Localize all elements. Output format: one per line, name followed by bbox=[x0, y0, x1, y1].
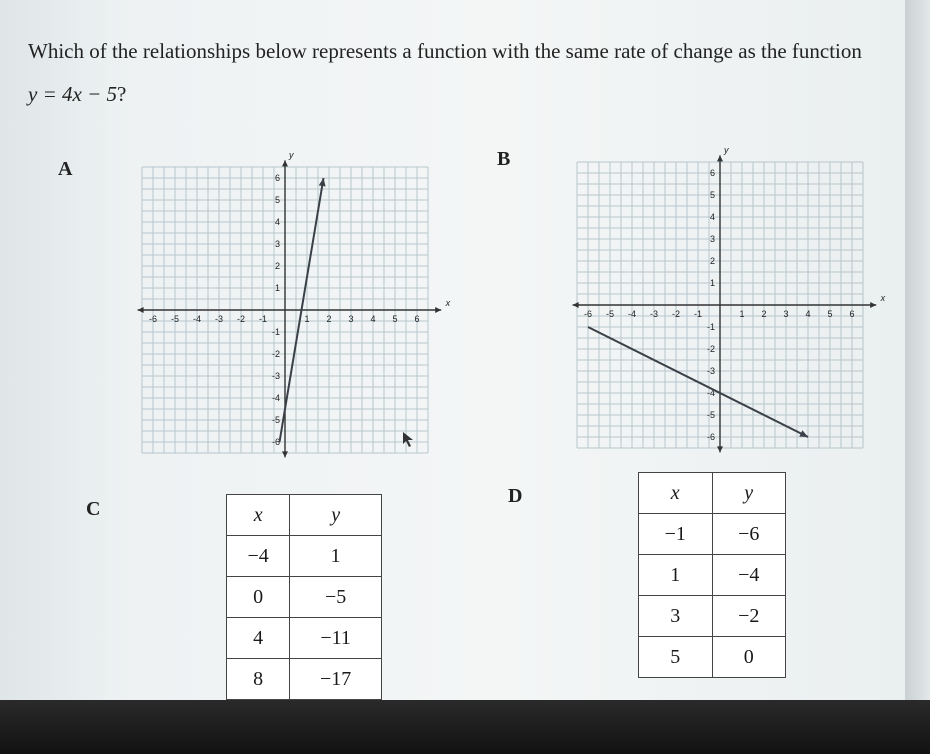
table-row bbox=[639, 637, 786, 678]
table-cell: −1 bbox=[639, 514, 713, 555]
x-tick-label: -4 bbox=[192, 314, 202, 324]
table-cell: 1 bbox=[290, 536, 382, 577]
x-axis-arrow-left bbox=[138, 307, 144, 313]
table-row bbox=[639, 555, 786, 596]
option-c-table[interactable] bbox=[226, 494, 382, 700]
option-b-graph[interactable] bbox=[575, 140, 886, 442]
y-tick-label: 2 bbox=[274, 261, 280, 271]
y-tick-label: -3 bbox=[271, 371, 280, 381]
table-cell: 0 bbox=[227, 577, 290, 618]
table-cell: 1 bbox=[639, 555, 713, 596]
x-tick-label: -2 bbox=[236, 314, 246, 324]
y-tick-label: -2 bbox=[706, 344, 715, 354]
table-header-row bbox=[639, 473, 786, 514]
x-tick-label: 2 bbox=[761, 309, 767, 319]
y-tick-label: 6 bbox=[274, 173, 280, 183]
y-axis-arrow-down bbox=[282, 451, 288, 457]
x-tick-label: 1 bbox=[739, 309, 745, 319]
y-axis-arrow-up bbox=[717, 155, 723, 161]
option-d-table[interactable] bbox=[638, 472, 786, 678]
x-tick-label: 6 bbox=[849, 309, 855, 319]
table-row bbox=[639, 596, 786, 637]
table-cell: −17 bbox=[290, 659, 382, 700]
x-tick-label: 4 bbox=[370, 314, 376, 324]
x-tick-label: -5 bbox=[605, 309, 615, 319]
y-tick-label: 4 bbox=[274, 217, 280, 227]
table-header-cell: x bbox=[227, 495, 290, 536]
table-row bbox=[227, 659, 382, 700]
y-tick-label: -1 bbox=[706, 322, 715, 332]
x-axis-arrow-right bbox=[435, 307, 441, 313]
x-axis-arrow-right bbox=[870, 302, 876, 308]
question-equation: y = 4x − 5 bbox=[28, 82, 117, 106]
table-header-cell: x bbox=[639, 473, 713, 514]
y-tick-label: -4 bbox=[706, 388, 715, 398]
table-cell: −5 bbox=[290, 577, 382, 618]
x-tick-label: -1 bbox=[693, 309, 703, 319]
table-cell: −2 bbox=[712, 596, 786, 637]
y-tick-label: 4 bbox=[709, 212, 715, 222]
y-tick-label: -4 bbox=[271, 393, 280, 403]
table-cell: −4 bbox=[712, 555, 786, 596]
x-tick-label: 6 bbox=[414, 314, 420, 324]
x-tick-label: -3 bbox=[214, 314, 224, 324]
x-tick-label: -2 bbox=[671, 309, 681, 319]
table-cell: −11 bbox=[290, 618, 382, 659]
x-axis-arrow-left bbox=[573, 302, 579, 308]
y-tick-label: -5 bbox=[271, 415, 280, 425]
y-tick-label: -6 bbox=[271, 437, 280, 447]
x-tick-label: -1 bbox=[258, 314, 268, 324]
x-axis-label: x bbox=[880, 293, 886, 303]
table-cell: 0 bbox=[712, 637, 786, 678]
x-tick-label: -4 bbox=[627, 309, 637, 319]
table-header-row bbox=[227, 495, 382, 536]
x-tick-label: 2 bbox=[326, 314, 332, 324]
x-axis-label: x bbox=[445, 298, 451, 308]
table-cell: 8 bbox=[227, 659, 290, 700]
y-tick-label: -3 bbox=[706, 366, 715, 376]
y-tick-label: 5 bbox=[709, 190, 715, 200]
table-header-cell: y bbox=[712, 473, 786, 514]
y-axis-arrow-down bbox=[717, 446, 723, 452]
option-d-label[interactable]: D bbox=[508, 485, 523, 507]
screen-bezel bbox=[0, 700, 930, 754]
x-tick-label: 5 bbox=[827, 309, 833, 319]
x-tick-label: -5 bbox=[170, 314, 180, 324]
table-header-cell: y bbox=[290, 495, 382, 536]
y-tick-label: -5 bbox=[706, 410, 715, 420]
y-axis-arrow-up bbox=[282, 160, 288, 166]
table-row bbox=[227, 536, 382, 577]
x-tick-label: 3 bbox=[348, 314, 354, 324]
y-tick-label: -1 bbox=[271, 327, 280, 337]
table-cell: −4 bbox=[227, 536, 290, 577]
y-tick-label: -6 bbox=[706, 432, 715, 442]
y-tick-label: -2 bbox=[271, 349, 280, 359]
y-tick-label: 3 bbox=[709, 234, 715, 244]
y-tick-label: 1 bbox=[274, 283, 280, 293]
x-tick-label: 3 bbox=[783, 309, 789, 319]
table-cell: 3 bbox=[639, 596, 713, 637]
question-text-after: ? bbox=[116, 82, 127, 106]
mouse-cursor-icon bbox=[401, 430, 415, 448]
x-tick-label: 1 bbox=[304, 314, 310, 324]
y-axis-label: y bbox=[724, 145, 729, 156]
y-tick-label: 3 bbox=[274, 239, 280, 249]
y-tick-label: 1 bbox=[709, 278, 715, 288]
table-cell: −6 bbox=[712, 514, 786, 555]
y-axis-label: y bbox=[289, 150, 294, 161]
table-row bbox=[227, 577, 382, 618]
x-tick-label: -6 bbox=[148, 314, 158, 324]
option-b-label[interactable]: B bbox=[497, 148, 511, 170]
question-text bbox=[28, 30, 868, 116]
x-tick-label: 5 bbox=[392, 314, 398, 324]
option-a-label[interactable]: A bbox=[58, 158, 73, 180]
option-a-graph[interactable] bbox=[140, 145, 451, 447]
option-c-label[interactable]: C bbox=[86, 498, 101, 520]
table-row bbox=[639, 514, 786, 555]
table-cell: 5 bbox=[639, 637, 713, 678]
y-tick-label: 5 bbox=[274, 195, 280, 205]
y-tick-label: 2 bbox=[709, 256, 715, 266]
table-row bbox=[227, 618, 382, 659]
question-text-before: Which of the relationships below represents a function with the same rate of change as the function bbox=[28, 39, 862, 63]
x-tick-label: 4 bbox=[805, 309, 811, 319]
screen-edge bbox=[905, 0, 930, 700]
x-tick-label: -6 bbox=[583, 309, 593, 319]
y-tick-label: 6 bbox=[709, 168, 715, 178]
x-tick-label: -3 bbox=[649, 309, 659, 319]
table-cell: 4 bbox=[227, 618, 290, 659]
